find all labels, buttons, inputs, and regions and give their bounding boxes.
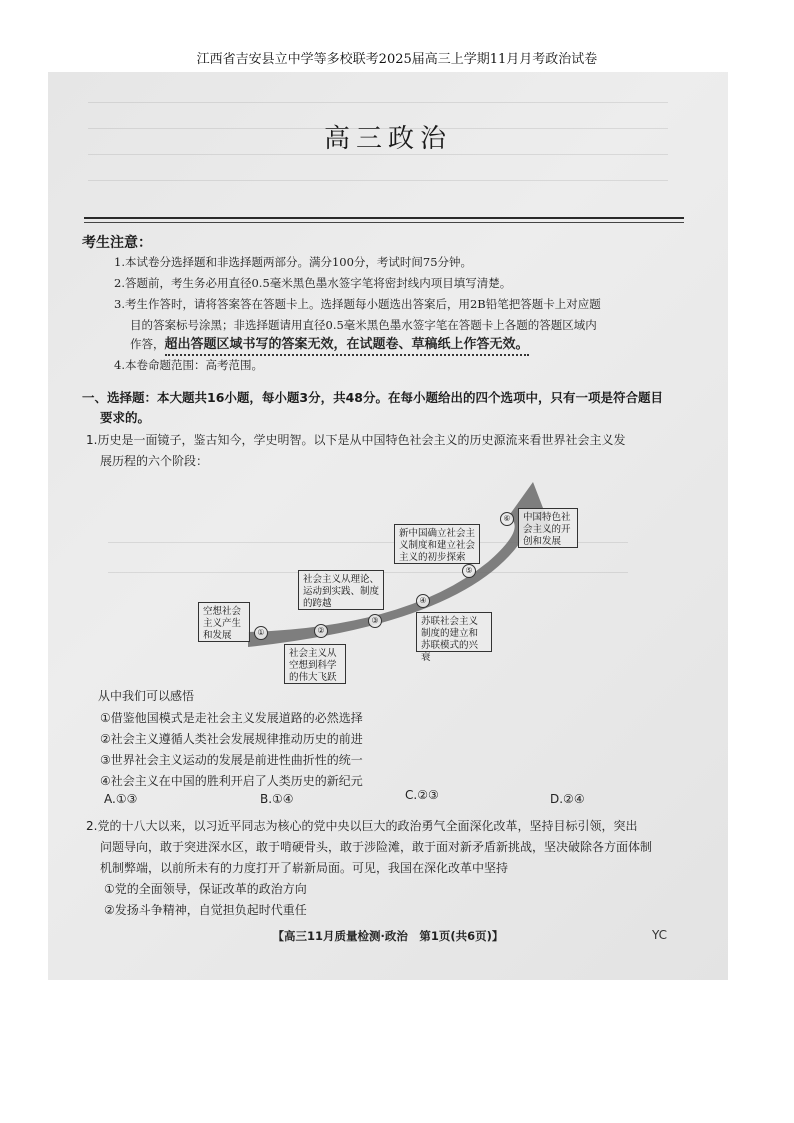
notice-item-3-cont: 目的答案标号涂黑；非选择题请用直径0.5毫米黑色墨水签字笔在答题卡上各题的答题区域内 — [130, 318, 597, 332]
stage-6-number: ⑥ — [500, 512, 514, 526]
stage-2-box: 社会主义从空想到科学的伟大飞跃 — [284, 644, 346, 684]
notice-heading: 考生注意： — [82, 235, 152, 251]
q1-stem-line-1: 1.历史是一面镜子，鉴古知今，学史明智。以下是从中国特色社会主义的历史源流来看世界社会主义发 — [86, 433, 626, 447]
stage-4-number: ④ — [416, 594, 430, 608]
notice-item-2: 2.答题前，考生务必用直径0.5毫米黑色墨水签字笔将密封线内项目填写清楚。 — [114, 276, 512, 290]
section-title-line-2: 要求的。 — [100, 410, 151, 425]
q2-line-1: 2.党的十八大以来，以习近平同志为核心的党中央以巨大的政治勇气全面深化改革，坚持目标引领，突出 — [86, 819, 638, 833]
q2-line-3: 机制弊端，以前所未有的力度打开了崭新局面。可见，我国在深化改革中坚持 — [100, 861, 509, 875]
socialism-stages-diagram — [188, 472, 608, 692]
exam-title: 高三政治 — [323, 124, 452, 154]
notice-item-4: 4.本卷命题范围：高考范围。 — [114, 358, 263, 372]
progress-arrow — [188, 472, 608, 692]
q2-option-1: ①党的全面领导，保证改革的政治方向 — [104, 882, 307, 896]
q1-option-2: ②社会主义遵循人类社会发展规律推动历史的前进 — [100, 732, 363, 746]
notice-emphasis: 超出答题区域书写的答案无效，在试题卷、草稿纸上作答无效。 — [165, 337, 529, 356]
footer-code: YC — [652, 928, 668, 942]
notice-item-1: 1.本试卷分选择题和非选择题两部分。满分100分，考试时间75分钟。 — [114, 255, 473, 269]
q1-option-4: ④社会主义在中国的胜利开启了人类历史的新纪元 — [100, 774, 363, 788]
q1-option-1: ①借鉴他国模式是走社会主义发展道路的必然选择 — [100, 711, 363, 725]
stage-1-box: 空想社会主义产生和发展 — [198, 602, 250, 642]
q1-option-3: ③世界社会主义运动的发展是前进性曲折性的统一 — [100, 753, 363, 767]
exam-paper-photo — [48, 72, 728, 980]
q1-stem-line-2: 展历程的六个阶段： — [100, 454, 209, 468]
section-title-line-1: 一、选择题：本大题共16小题，每小题3分，共48分。在每小题给出的四个选项中，只有一项是符合题目 — [82, 390, 663, 405]
title-rule — [84, 217, 684, 219]
stage-3-number: ③ — [368, 614, 382, 628]
q1-choice-d: D.②④ — [550, 792, 585, 806]
section-title — [82, 388, 697, 428]
stage-4-box: 苏联社会主义制度的建立和苏联模式的兴衰 — [416, 612, 492, 652]
q1-choice-a: A.①③ — [104, 792, 138, 806]
title-rule-thin — [84, 222, 684, 223]
notice-item-3: 3.考生作答时，请将答案答在答题卡上。选择题每小题选出答案后，用2B铅笔把答题卡上对应题 — [114, 297, 601, 311]
page-footer: 【高三11月质量检测·政治 第1页(共6页)】 — [272, 929, 504, 943]
notice-item-3-tail: 作答， — [130, 337, 165, 351]
stage-5-number: ⑤ — [462, 564, 476, 578]
q1-lead: 从中我们可以感悟 — [98, 689, 195, 703]
q1-choice-b: B.①④ — [260, 792, 294, 806]
stage-1-number: ① — [254, 626, 268, 640]
q2-line-2: 问题导向，敢于突进深水区，敢于啃硬骨头，敢于涉险滩，敢于面对新矛盾新挑战，坚决破除各方面体制 — [100, 840, 653, 854]
stage-6-box: 中国特色社会主义的开创和发展 — [518, 508, 578, 548]
stage-5-box: 新中国确立社会主义制度和建立社会主义的初步探索 — [394, 524, 480, 564]
q2-option-2: ②发扬斗争精神，自觉担负起时代重任 — [104, 903, 307, 917]
document-header: 江西省吉安县立中学等多校联考2025届高三上学期11月月考政治试卷 — [196, 52, 598, 67]
notice-item-3-end — [130, 334, 696, 355]
stage-2-number: ② — [314, 624, 328, 638]
q1-choice-c: C.②③ — [405, 788, 439, 802]
stage-3-box: 社会主义从理论、运动到实践、制度的跨越 — [298, 570, 384, 610]
